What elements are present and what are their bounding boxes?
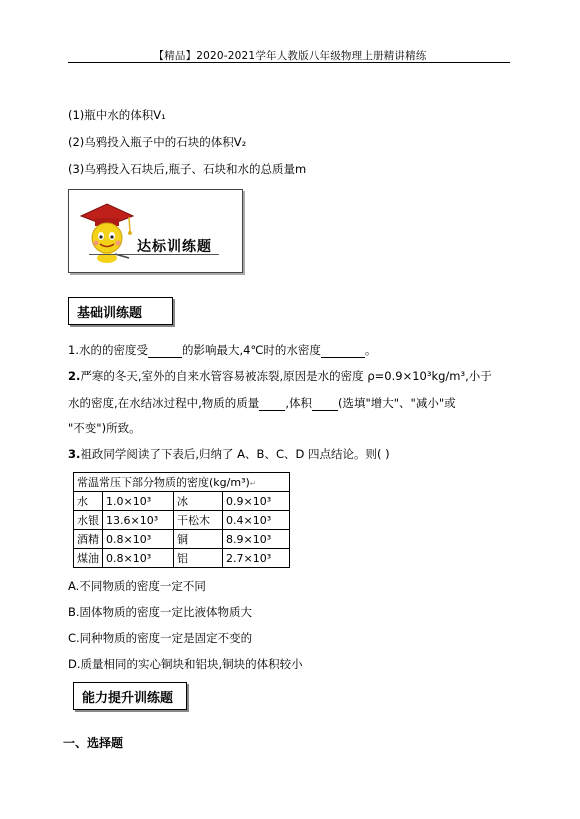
table-row: [74, 492, 290, 511]
option-a: A.不同物质的密度一定不同: [68, 579, 206, 593]
table-row: [74, 549, 290, 568]
problem-1-text-b: 的影响最大,4℃时的水密度: [181, 343, 321, 357]
table-cell: 冰: [174, 492, 223, 511]
problem-2-line-3: "不变")所致。: [68, 421, 141, 435]
option-b: B.固体物质的密度一定比液体物质大: [68, 605, 253, 619]
banner: [68, 189, 243, 273]
blank-1b[interactable]: [321, 345, 365, 358]
table-cell: 2.7×10³: [223, 549, 290, 568]
table-cell: 8.9×10³: [223, 530, 290, 549]
problem-1-number: 1.: [68, 343, 79, 357]
problem-1-text-c: 。: [364, 343, 377, 357]
section-advanced: 能力提升训练题: [73, 682, 187, 710]
table-cell: 0.8×10³: [103, 549, 174, 568]
problem-1: [68, 342, 376, 358]
table-cell: 酒精: [74, 530, 103, 549]
table-cell: 铜: [174, 530, 223, 549]
table-cell: 煤油: [74, 549, 103, 568]
blank-1a[interactable]: [148, 345, 182, 358]
item-2: (2)乌鸦投入瓶子中的石块的体积V₂: [68, 135, 247, 149]
table-caption: 常温常压下部分物质的密度(kg/m³)↵: [74, 473, 290, 492]
blank-2a[interactable]: [259, 398, 285, 411]
section-basic: 基础训练题: [68, 297, 173, 325]
option-d: D.质量相同的实心铜块和铝块,铜块的体积较小: [68, 657, 303, 671]
header-rule: [68, 62, 510, 63]
page-header: 【精品】2020-2021学年人教版八年级物理上册精讲精练: [153, 50, 427, 62]
table-cell: 干松木: [174, 511, 223, 530]
problem-2-line-2: [68, 395, 456, 411]
problem-3: [68, 446, 390, 462]
table-row: [74, 530, 290, 549]
item-1: (1)瓶中水的体积V₁: [68, 108, 166, 122]
table-cell: 水银: [74, 511, 103, 530]
problem-2-text-b: 水的密度,在水结冰过程中,物质的质量: [68, 396, 260, 410]
table-caption-row: [74, 473, 290, 492]
table-cell: 1.0×10³: [103, 492, 174, 511]
table-cell: 13.6×10³: [103, 511, 174, 530]
problem-2-text-a: 严寒的冬天,室外的自来水管容易被冻裂,原因是水的密度 ρ=0.9×10³kg/m³,小于: [80, 369, 492, 383]
problem-3-text: 祖政同学阅读了下表后,归纳了 A、B、C、D 四点结论。则( ): [80, 447, 390, 461]
problem-3-number: 3.: [68, 447, 81, 461]
table-cell: 铝: [174, 549, 223, 568]
section-choice-heading: 一、选择题: [63, 736, 124, 750]
problem-2-text-c: ,体积: [285, 396, 312, 410]
problem-2-line-1: [68, 368, 492, 384]
table-cell: 水: [74, 492, 103, 511]
option-c: C.同种物质的密度一定是固定不变的: [68, 631, 253, 645]
table-cell: 0.8×10³: [103, 530, 174, 549]
blank-2b[interactable]: [312, 398, 338, 411]
table-cell: 0.4×10³: [223, 511, 290, 530]
density-table: [73, 472, 290, 568]
problem-2-text-d: (选填"增大"、"减小"或: [337, 396, 456, 410]
banner-title: 达标训练题: [137, 239, 212, 255]
table-cell: 0.9×10³: [223, 492, 290, 511]
problem-1-text-a: 水的的密度受: [78, 343, 148, 357]
table-row: [74, 511, 290, 530]
item-3: (3)乌鸦投入石块后,瓶子、石块和水的总质量m: [68, 162, 307, 176]
problem-2-number: 2.: [68, 369, 81, 383]
